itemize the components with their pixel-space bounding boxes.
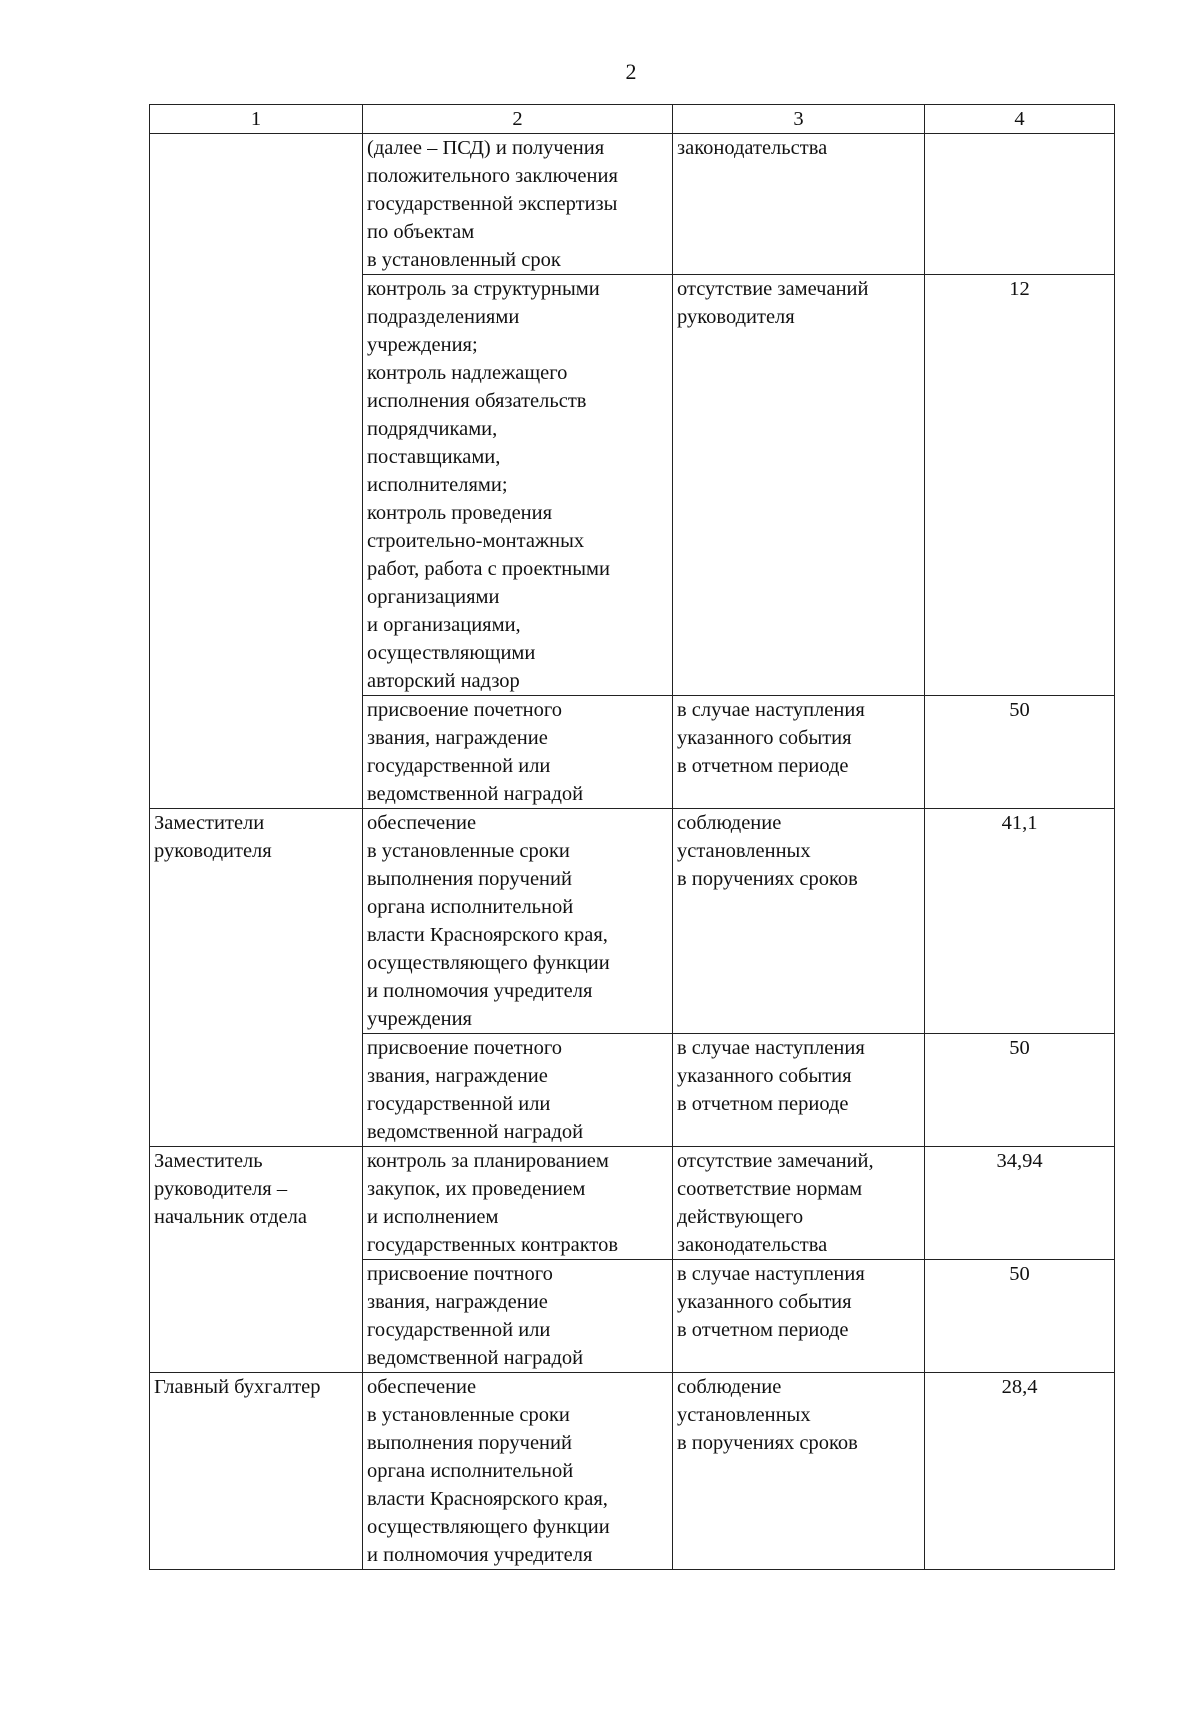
criteria-cell: отсутствие замечаний руководителя	[673, 275, 925, 696]
indicator-cell: присвоение почетного звания, награждение государственной или ведомственной наградой	[363, 1034, 673, 1147]
column-header-2: 2	[363, 105, 673, 134]
table-row	[150, 1147, 1115, 1260]
value-cell	[925, 134, 1115, 275]
position-cell: Главный бухгалтер	[150, 1373, 363, 1570]
indicator-cell: присвоение почетного звания, награждение государственной или ведомственной наградой	[363, 696, 673, 809]
value-cell: 34,94	[925, 1147, 1115, 1260]
value-cell: 28,4	[925, 1373, 1115, 1570]
column-header-4: 4	[925, 105, 1115, 134]
value-cell: 50	[925, 696, 1115, 809]
indicator-cell: обеспечение в установленные сроки выполнения поручений органа исполнительной власти Красноярского края, осуществляющего функции и полномочия учредителя учреждения	[363, 809, 673, 1034]
criteria-table	[149, 104, 1115, 1570]
column-header-3: 3	[673, 105, 925, 134]
value-cell: 41,1	[925, 809, 1115, 1034]
value-cell: 12	[925, 275, 1115, 696]
column-header-1: 1	[150, 105, 363, 134]
table-row	[150, 1373, 1115, 1570]
page-number: 2	[625, 59, 637, 84]
criteria-cell: в случае наступления указанного события в отчетном периоде	[673, 1260, 925, 1373]
indicator-cell: обеспечение в установленные сроки выполнения поручений органа исполнительной власти Красноярского края, осуществляющего функции и полномочия учредителя	[363, 1373, 673, 1570]
criteria-cell: законодательства	[673, 134, 925, 275]
table-row	[150, 134, 1115, 275]
criteria-cell: в случае наступления указанного события в отчетном периоде	[673, 1034, 925, 1147]
indicator-cell: присвоение почтного звания, награждение государственной или ведомственной наградой	[363, 1260, 673, 1373]
criteria-cell: в случае наступления указанного события в отчетном периоде	[673, 696, 925, 809]
position-cell: Заместители руководителя	[150, 809, 363, 1147]
position-cell	[150, 134, 363, 809]
criteria-cell: отсутствие замечаний, соответствие нормам действующего законодательства	[673, 1147, 925, 1260]
criteria-cell: соблюдение установленных в поручениях сроков	[673, 1373, 925, 1570]
header-row	[150, 105, 1115, 134]
criteria-cell: соблюдение установленных в поручениях сроков	[673, 809, 925, 1034]
indicator-cell: контроль за структурными подразделениями учреждения; контроль надлежащего исполнения обязательств подрядчиками, поставщиками, исполнителями; контроль проведения строительно-монтажных работ, работа с проектными организациями и организациями, осуществляющими авторский надзор	[363, 275, 673, 696]
position-cell: Заместитель руководителя – начальник отдела	[150, 1147, 363, 1373]
value-cell: 50	[925, 1260, 1115, 1373]
indicator-cell: контроль за планированием закупок, их проведением и исполнением государственных контрактов	[363, 1147, 673, 1260]
value-cell: 50	[925, 1034, 1115, 1147]
indicator-cell: (далее – ПСД) и получения положительного заключения государственной экспертизы по объектам в установленный срок	[363, 134, 673, 275]
table-row	[150, 809, 1115, 1034]
